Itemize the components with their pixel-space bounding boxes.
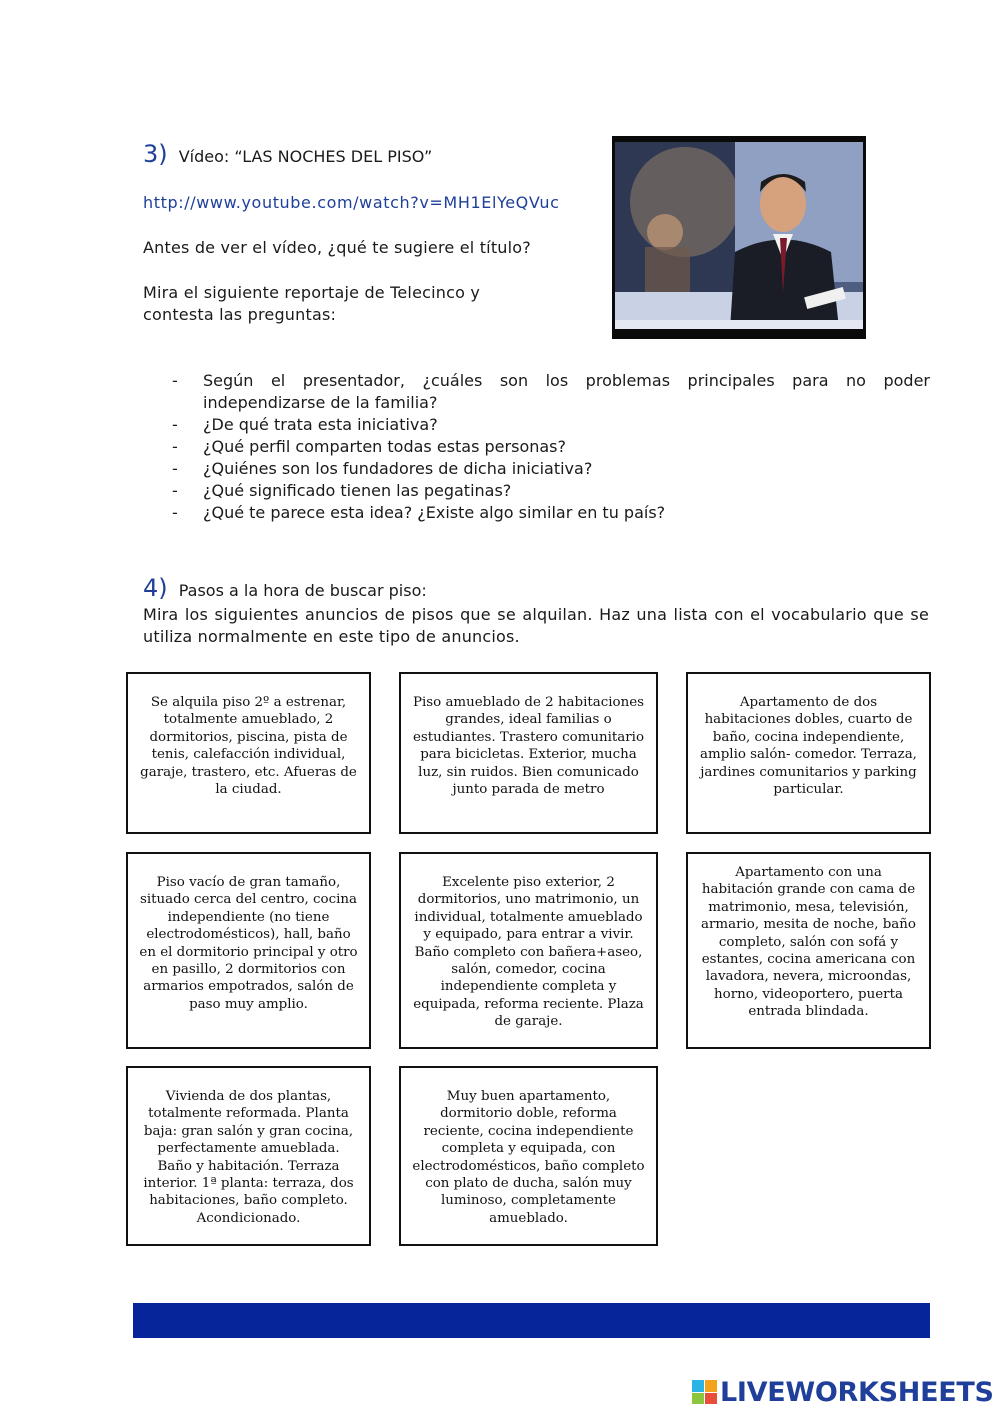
list-dash: - [172, 503, 178, 522]
list-item [172, 414, 930, 436]
section-number: 3) [143, 140, 168, 168]
list-item [172, 502, 930, 524]
ad-box: Se alquila piso 2º a estrenar, totalmente amueblado, 2 dormitorios, piscina, pista de tenis, calefacción individual, garaje, trastero, etc. Afueras de la ciudad. [126, 672, 371, 834]
section-4-instruction: Mira los siguientes anuncios de pisos que se alquilan. Haz una lista con el vocabulario que se utiliza normalmente en este tipo de anuncios. [143, 605, 929, 646]
ad-box: Vivienda de dos plantas, totalmente reformada. Planta baja: gran salón y gran cocina, perfectamente amueblada. Baño y habitación. Terraza interior. 1ª planta: terraza, dos habitaciones, baño completo. Acondicionado. [126, 1066, 371, 1246]
ad-box: Muy buen apartamento, dormitorio doble, reforma reciente, cocina independiente completa y equipada, con electrodomésticos, baño completo con plato de ducha, salón muy luminoso, completamente amueblado. [399, 1066, 658, 1246]
news-presenter-image [615, 142, 863, 329]
list-item [172, 436, 930, 458]
video-instruction [143, 282, 543, 326]
ad-box: Excelente piso exterior, 2 dormitorios, uno matrimonio, un individual, totalmente amueblado y equipado, para entrar a vivir. Baño completo con bañera+aseo, salón, comedor, cocina independiente completa y equipada, reforma reciente. Plaza de garaje. [399, 852, 658, 1049]
video-thumbnail[interactable] [612, 136, 866, 339]
liveworksheets-logo-icon [692, 1380, 716, 1404]
list-dash: - [172, 481, 178, 500]
section-title: Pasos a la hora de buscar piso: [178, 581, 427, 600]
footer-bar [133, 1303, 930, 1338]
question-text: ¿Qué te parece esta idea? ¿Existe algo similar en tu país? [203, 503, 666, 522]
question-text: ¿Quiénes son los fundadores de dicha iniciativa? [203, 459, 593, 478]
ad-box: Piso amueblado de 2 habitaciones grandes, ideal familias o estudiantes. Trastero comunitario para bicicletas. Exterior, mucha luz, sin ruidos. Bien comunicado junto parada de metro [399, 672, 658, 834]
logo-text: LIVEWORKSHEETS [720, 1376, 994, 1408]
section-number: 4) [143, 574, 168, 602]
liveworksheets-logo [692, 1377, 994, 1407]
list-item [172, 458, 930, 480]
pre-watch-prompt: Antes de ver el vídeo, ¿qué te sugiere el título? [143, 238, 531, 257]
section-4-heading [143, 574, 427, 602]
list-dash: - [172, 415, 178, 434]
question-text: ¿De qué trata esta iniciativa? [203, 415, 438, 434]
instruction-line: Mira el siguiente reportaje de Telecinco y [143, 283, 481, 302]
question-text: ¿Qué perfil comparten todas estas personas? [203, 437, 566, 456]
list-dash: - [172, 459, 178, 478]
list-dash: - [172, 437, 178, 456]
list-item [172, 480, 930, 502]
section-3-heading [143, 140, 432, 168]
ad-box: Apartamento con una habitación grande con cama de matrimonio, mesa, televisión, armario, mesita de noche, baño completo, salón con sofá y estantes, cocina americana con lavadora, nevera, microondas, horno, videoportero, puerta entrada blindada. [686, 852, 931, 1049]
instruction-line: contesta las preguntas: [143, 305, 337, 324]
list-item [172, 370, 930, 414]
section-title: Vídeo: “LAS NOCHES DEL PISO” [178, 147, 433, 166]
question-list [172, 370, 930, 524]
ad-box: Apartamento de dos habitaciones dobles, cuarto de baño, cocina independiente, amplio salón- comedor. Terraza, jardines comunitarios y parking particular. [686, 672, 931, 834]
ad-box: Piso vacío de gran tamaño, situado cerca del centro, cocina independiente (no tiene electrodomésticos), hall, baño en el dormitorio principal y otro en pasillo, 2 dormitorios con armarios empotrados, salón de paso muy amplio. [126, 852, 371, 1049]
question-text: Según el presentador, ¿cuáles son los problemas principales para no poder independizarse de la familia? [203, 371, 930, 412]
question-text: ¿Qué significado tienen las pegatinas? [203, 481, 512, 500]
list-dash: - [172, 371, 178, 390]
youtube-link[interactable]: http://www.youtube.com/watch?v=MH1ElYeQVuc [143, 193, 560, 212]
